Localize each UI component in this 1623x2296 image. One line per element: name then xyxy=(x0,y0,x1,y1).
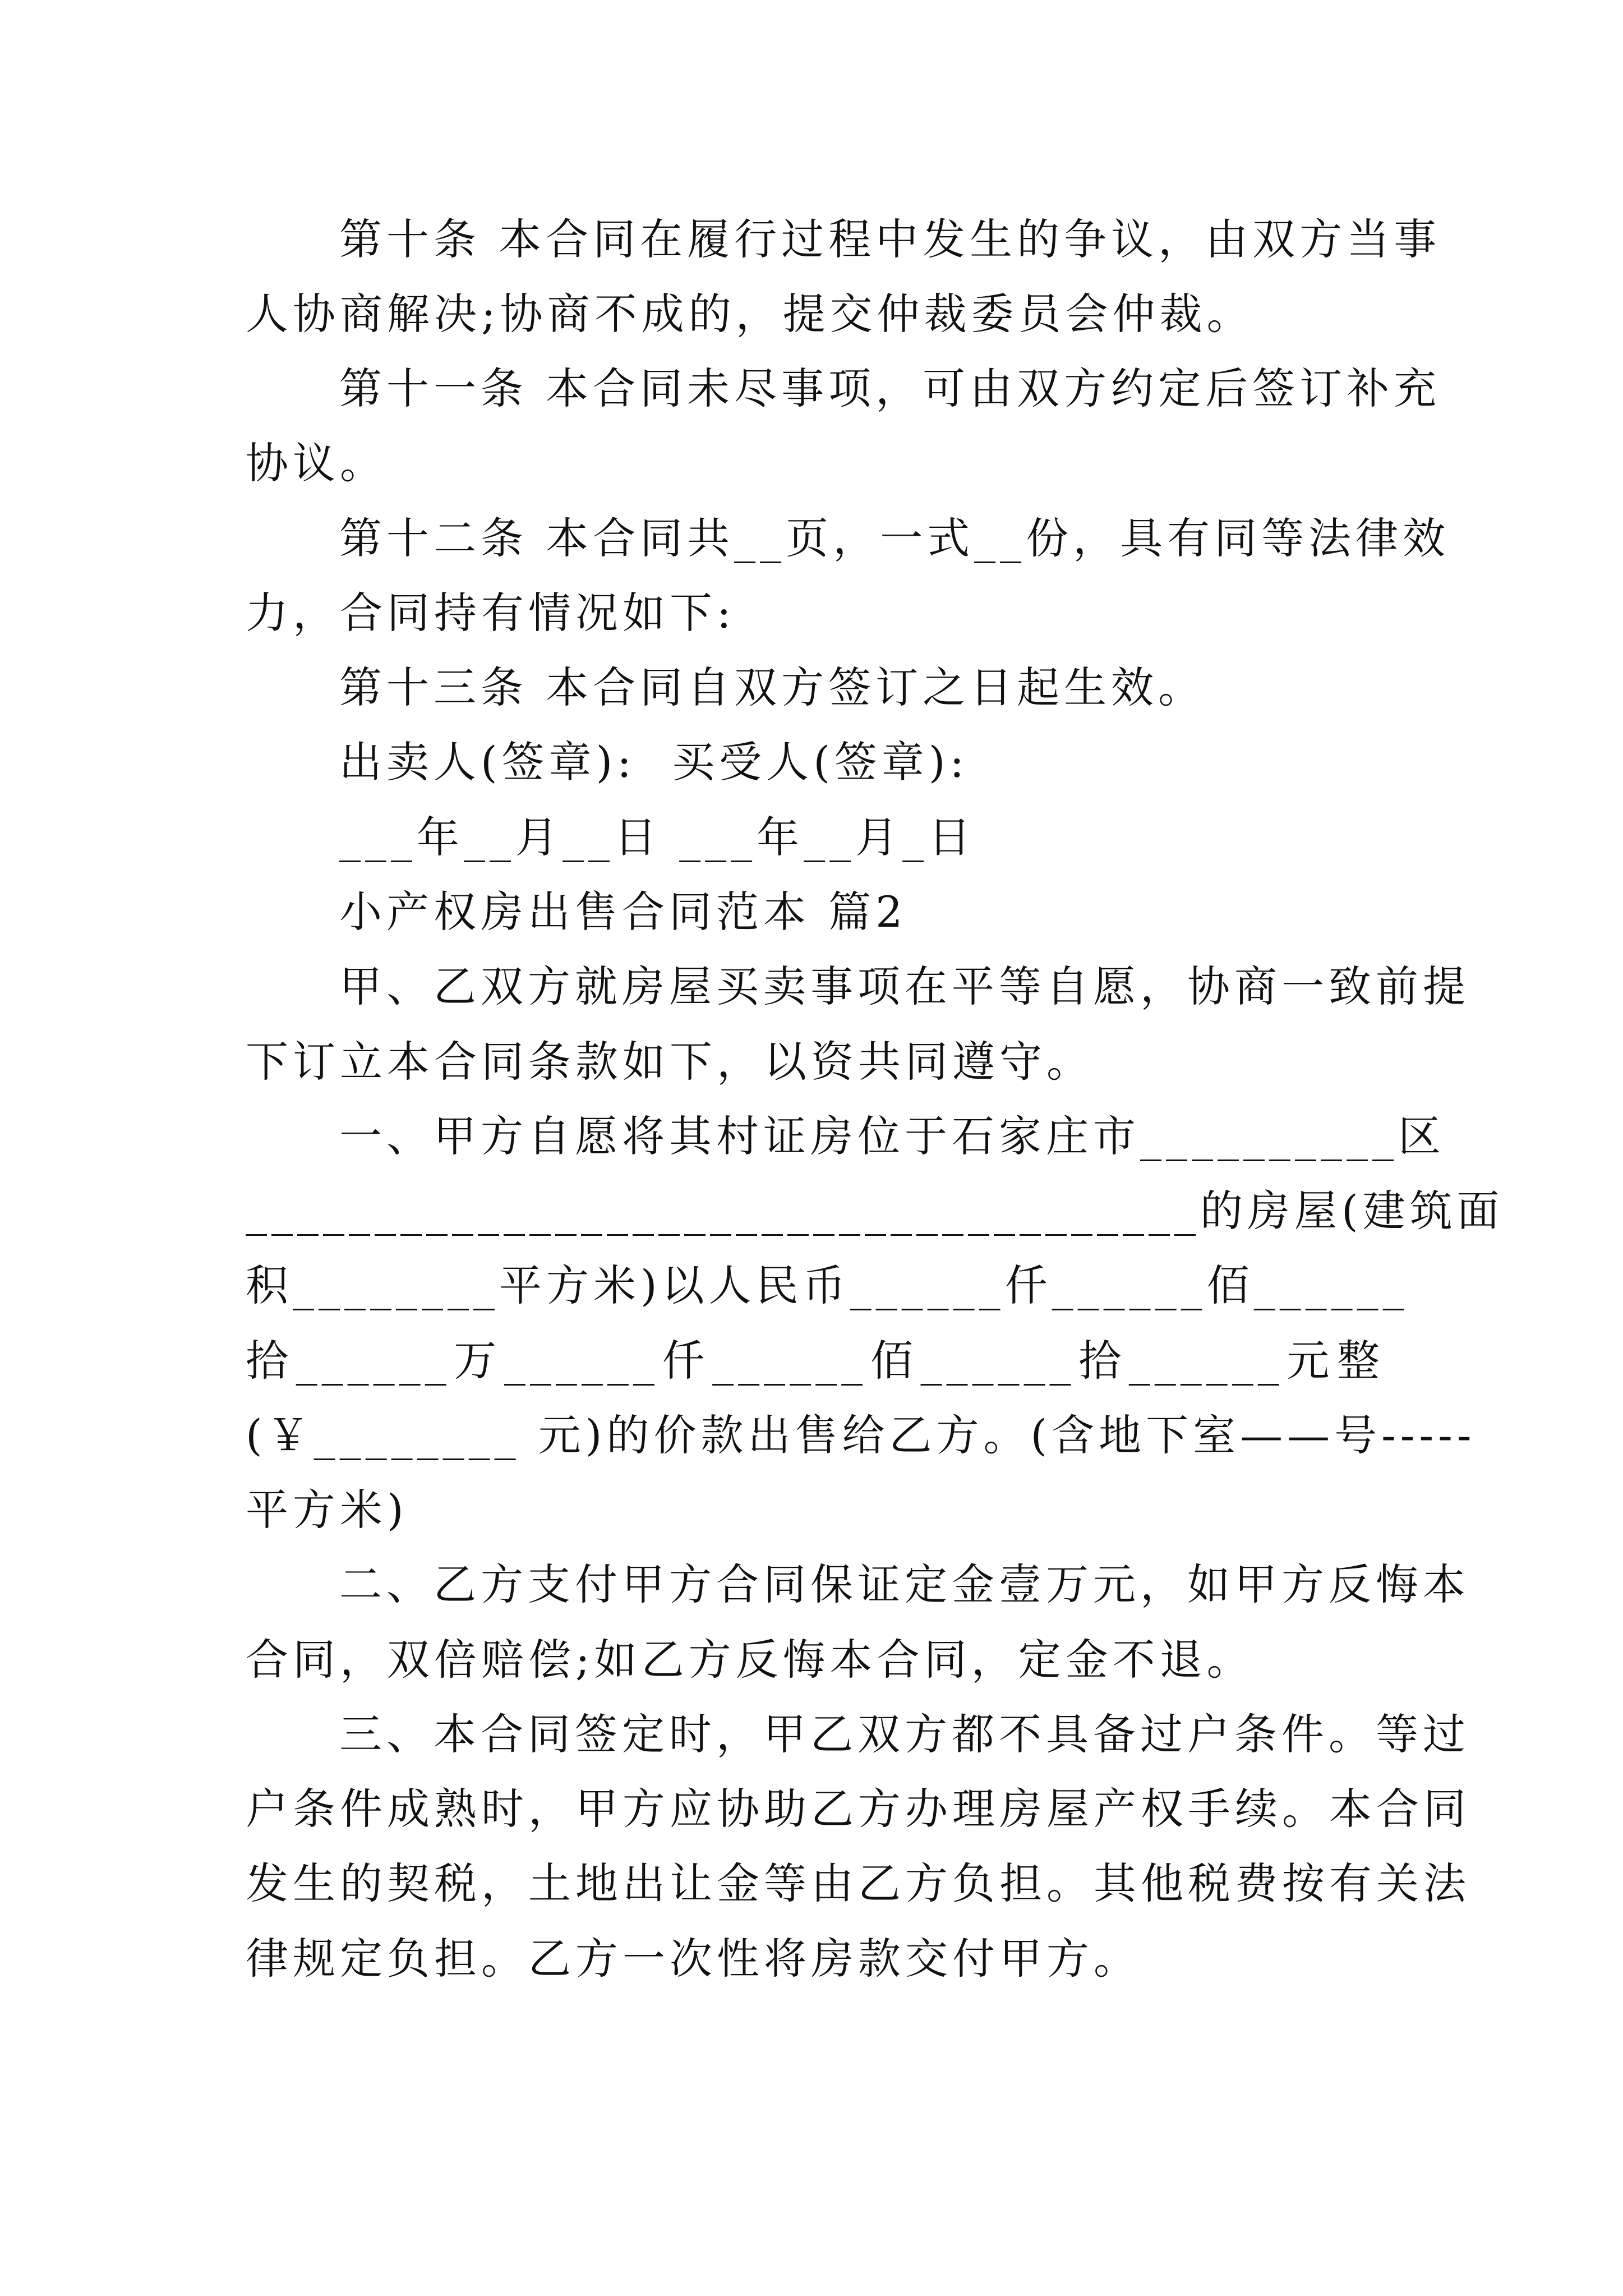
intro-line-1: 甲、乙双方就房屋买卖事项在平等自愿，协商一致前提 xyxy=(339,961,1470,1011)
clause-1-line-6: 平方米) xyxy=(246,1485,408,1535)
article-11-line-2: 协议。 xyxy=(246,438,387,488)
signature-line: 出卖人(签章): 买受人(签章): xyxy=(339,737,969,787)
article-12-line-1: 第十二条 本合同共__页，一式__份，具有同等法律效 xyxy=(339,513,1450,563)
clause-3-line-1: 三、本合同签定时，甲乙双方都不具备过户条件。等过 xyxy=(339,1709,1470,1759)
article-12-line-2: 力，合同持有情况如下: xyxy=(246,588,736,638)
clause-2-line-2: 合同，双倍赔偿;如乙方反悔本合同，定金不退。 xyxy=(246,1635,1254,1685)
clause-1-line-5: (￥________ 元)的价款出售给乙方。(含地下室——号----- xyxy=(246,1410,1476,1460)
article-13-line: 第十三条 本合同自双方签订之日起生效。 xyxy=(339,662,1206,712)
article-10-line-1: 第十条 本合同在履行过程中发生的争议，由双方当事 xyxy=(339,214,1441,264)
clause-1-line-3: 积________平方米)以人民币______仟______佰______ xyxy=(246,1260,1409,1310)
date-line: ___年__月__日 ___年__月_日 xyxy=(339,812,976,862)
article-11-line-1: 第十一条 本合同未尽事项，可由双方约定后签订补充 xyxy=(339,364,1441,413)
clause-1-line-1: 一、甲方自愿将其村证房位于石家庄市__________区 xyxy=(339,1111,1445,1161)
clause-3-line-3: 发生的契税，土地出让金等由乙方负担。其他税费按有关法 xyxy=(246,1858,1470,1908)
section-heading: 小产权房出售合同范本 篇2 xyxy=(339,887,907,937)
clause-1-line-4: 拾______万______仟______佰______拾______元整 xyxy=(246,1336,1384,1386)
clause-3-line-4: 律规定负担。乙方一次性将房款交付甲方。 xyxy=(246,1934,1141,1984)
clause-3-line-2: 户条件成熟时，甲方应协助乙方办理房屋产权手续。本合同 xyxy=(246,1784,1470,1834)
clause-2-line-1: 二、乙方支付甲方合同保证定金壹万元，如甲方反悔本 xyxy=(339,1559,1470,1609)
article-10-line-2: 人协商解决;协商不成的，提交仲裁委员会仲裁。 xyxy=(246,289,1254,339)
clause-1-line-2: _____________________________________的房屋(建筑面 xyxy=(246,1186,1504,1236)
intro-line-2: 下订立本合同条款如下，以资共同遵守。 xyxy=(246,1037,1094,1087)
